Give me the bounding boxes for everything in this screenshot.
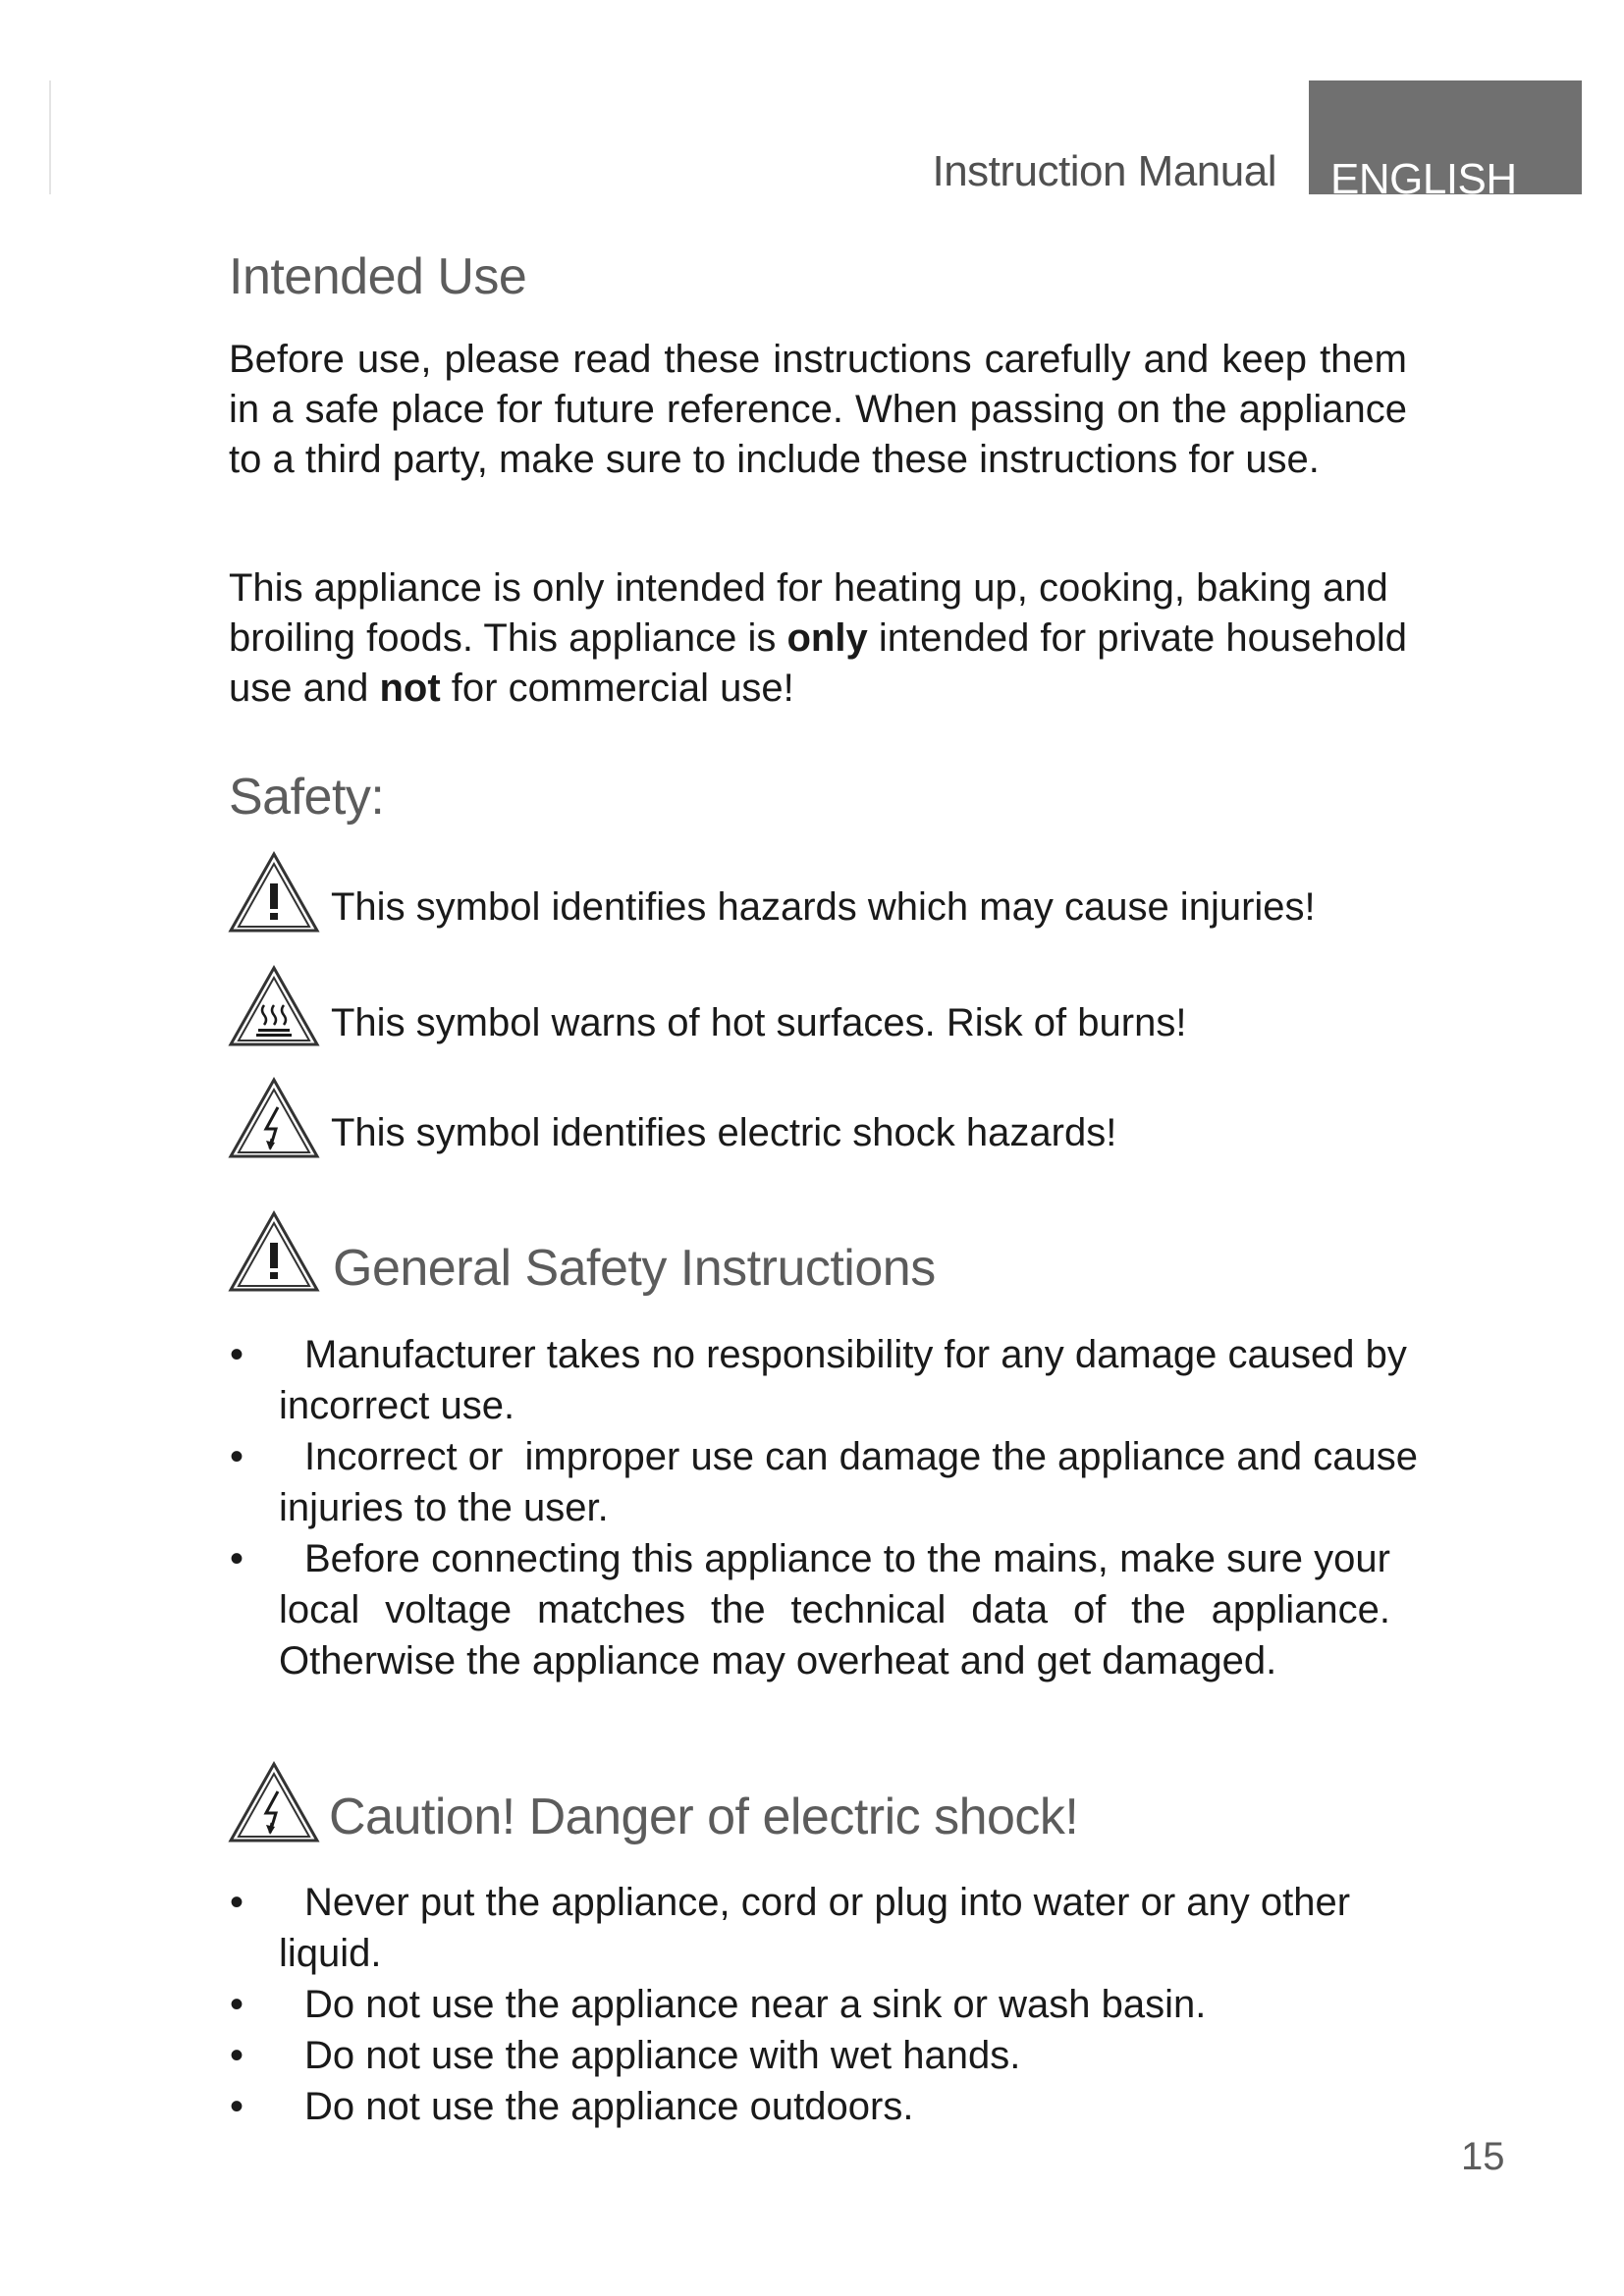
para2-emphasis-only: only bbox=[786, 616, 868, 660]
bullet: • bbox=[229, 1881, 244, 1924]
list-item-text: Do not use the appliance outdoors. bbox=[304, 2085, 914, 2128]
bullet: • bbox=[229, 1333, 244, 1376]
intended-use-para2-wrap bbox=[229, 563, 1422, 714]
margin-rule bbox=[49, 80, 51, 194]
language-tab-label: ENGLISH bbox=[1330, 155, 1517, 203]
list-item bbox=[227, 1533, 1420, 1686]
list-item bbox=[227, 2081, 1420, 2132]
para2-text-b: intended for private household use and bbox=[229, 616, 1407, 710]
electric-shock-icon bbox=[227, 1076, 321, 1160]
list-item-text: Do not use the appliance with wet hands. bbox=[304, 2034, 1021, 2077]
intended-use-paragraph-1: Before use, please read these instructions carefully and keep them in a safe place for future reference. When passing on the appliance to a third party, make sure to include these instructions for use. bbox=[229, 338, 1407, 481]
list-item-text: Incorrect or improper use can damage the appliance and cause injuries to the user. bbox=[279, 1435, 1430, 1529]
list-item bbox=[227, 1979, 1420, 2030]
symbol-text-hot-surfaces: This symbol warns of hot surfaces. Risk of burns! bbox=[331, 1001, 1187, 1044]
list-item-text: Do not use the appliance near a sink or wash basin. bbox=[304, 1983, 1207, 2026]
bullet: • bbox=[229, 1435, 244, 1478]
hot-surface-icon bbox=[227, 964, 321, 1048]
list-item-text: Manufacturer takes no responsibility for any damage caused by incorrect use. bbox=[279, 1333, 1407, 1427]
general-safety-heading: General Safety Instructions bbox=[333, 1240, 936, 1297]
list-item-text: Never put the appliance, cord or plug into water or any other liquid. bbox=[279, 1881, 1351, 1975]
para2-emphasis-not: not bbox=[379, 667, 441, 710]
list-item bbox=[227, 1431, 1430, 1533]
page-number: 15 bbox=[1461, 2135, 1505, 2178]
language-tab bbox=[1309, 80, 1582, 203]
bullet: • bbox=[229, 1983, 244, 2026]
bullet: • bbox=[229, 1537, 244, 1580]
intended-use-para1-wrap bbox=[229, 335, 1407, 485]
intended-use-heading: Intended Use bbox=[229, 248, 527, 305]
para2-text-c: for commercial use! bbox=[440, 667, 794, 710]
list-item bbox=[227, 1877, 1420, 1979]
bullet: • bbox=[229, 2085, 244, 2128]
list-item bbox=[227, 1329, 1420, 1431]
para2-text-a: This appliance is only intended for heating up, cooking, baking and broiling foods. This appliance is bbox=[229, 566, 1388, 660]
intended-use-section bbox=[229, 247, 1407, 306]
list-item bbox=[227, 2030, 1420, 2081]
electric-shock-heading: Caution! Danger of electric shock! bbox=[329, 1789, 1079, 1845]
warning-exclamation-icon bbox=[227, 850, 321, 934]
safety-heading-wrap bbox=[229, 768, 1407, 827]
header-title: Instruction Manual bbox=[932, 147, 1276, 195]
symbol-text-injuries: This symbol identifies hazards which may cause injuries! bbox=[331, 885, 1316, 929]
electric-shock-icon bbox=[227, 1760, 321, 1844]
bullet: • bbox=[229, 2034, 244, 2077]
intended-use-paragraph-2 bbox=[229, 563, 1422, 714]
electric-shock-list bbox=[227, 1877, 1420, 2132]
general-safety-list bbox=[227, 1329, 1430, 1686]
symbol-text-electric: This symbol identifies electric shock hazards! bbox=[331, 1111, 1117, 1154]
safety-heading: Safety: bbox=[229, 769, 385, 826]
list-item-text: Before connecting this appliance to the mains, make sure your local voltage matches the technical data of the appliance. Otherwise the appliance may overheat and get damaged. bbox=[279, 1537, 1390, 1682]
warning-exclamation-icon bbox=[227, 1209, 321, 1294]
